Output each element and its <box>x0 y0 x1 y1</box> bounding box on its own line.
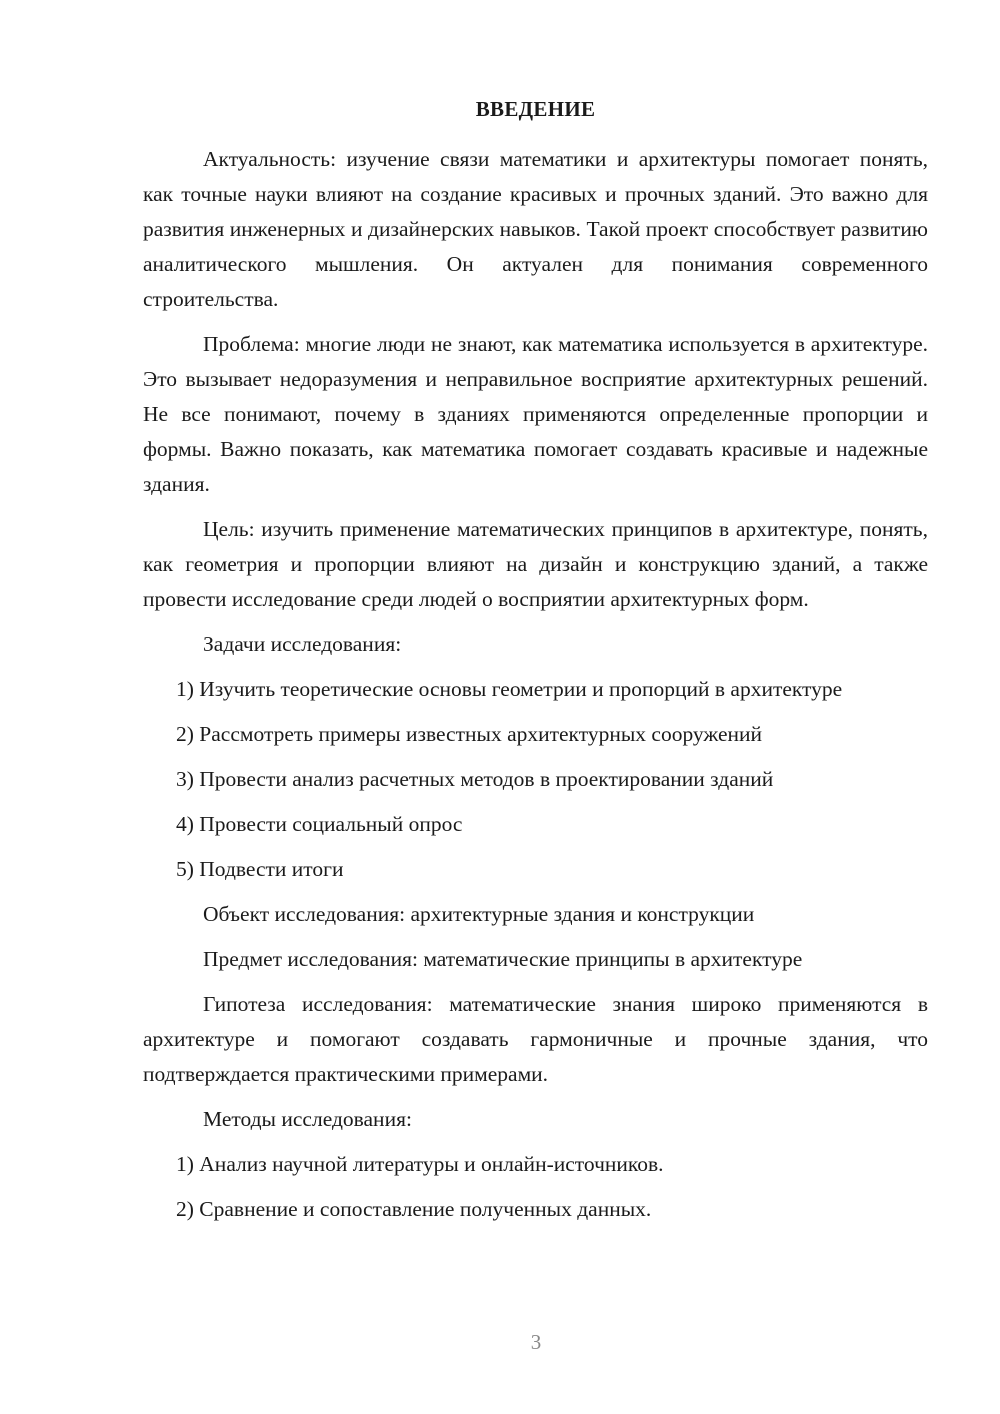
task-item: 1) Изучить теоретические основы геометрии и пропорций в архитектуре <box>176 677 843 701</box>
tasks-heading: Задачи исследования: <box>203 632 402 656</box>
object-paragraph: Объект исследования: архитектурные здания и конструкции <box>203 902 755 926</box>
tasks-list <box>143 672 928 887</box>
hypothesis-paragraph: Гипотеза исследования: математические знания широко применяются в архитектуре и помогают создавать гармоничные и прочные здания, что подтверждается практическими примерами. <box>143 992 928 1086</box>
methods-heading: Методы исследования: <box>203 1107 412 1131</box>
relevance-paragraph: Актуальность: изучение связи математики и архитектуры помогает понять, как точные науки влияют на создание красивых и прочных зданий. Это важно для развития инженерных и дизайнерских навыков. Такой проект способствует развитию аналитического мышления. Он актуален для понимания современного строительства. <box>143 147 928 311</box>
task-item: 2) Рассмотреть примеры известных архитектурных сооружений <box>176 722 763 746</box>
document-page <box>143 92 928 1237</box>
page-number: 3 <box>530 1330 542 1354</box>
subject-paragraph: Предмет исследования: математические принципы в архитектуре <box>203 947 803 971</box>
task-item: 4) Провести социальный опрос <box>176 812 463 836</box>
problem-paragraph: Проблема: многие люди не знают, как математика используется в архитектуре. Это вызывает недоразумения и неправильное восприятие архитектурных решений. Не все понимают, почему в зданиях применяются определенные пропорции и формы. Важно показать, как математика помогает создавать красивые и надежные здания. <box>143 332 928 496</box>
method-item: 1) Анализ научной литературы и онлайн-источников. <box>176 1152 664 1176</box>
page-title: ВВЕДЕНИЕ <box>475 97 596 121</box>
task-item: 3) Провести анализ расчетных методов в проектировании зданий <box>176 767 774 791</box>
methods-list <box>143 1147 928 1227</box>
method-item: 2) Сравнение и сопоставление полученных данных. <box>176 1197 652 1221</box>
task-item: 5) Подвести итоги <box>176 857 344 881</box>
goal-paragraph: Цель: изучить применение математических принципов в архитектуре, понять, как геометрия и пропорции влияют на дизайн и конструкцию зданий, а также провести исследование среди людей о восприятии архитектурных форм. <box>143 517 928 611</box>
